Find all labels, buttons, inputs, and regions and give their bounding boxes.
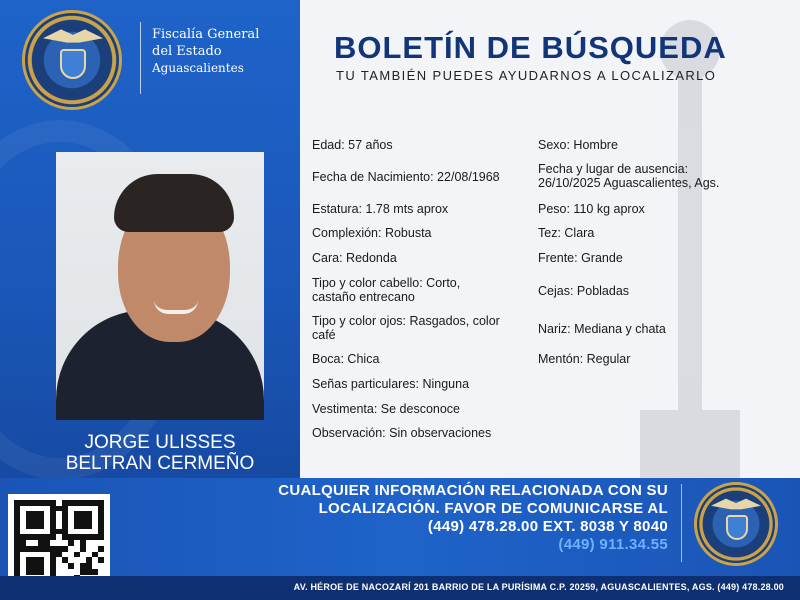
detail-frente: Frente: Grande: [538, 251, 623, 265]
contact-divider: [681, 484, 682, 562]
detail-boca: Boca: Chica: [312, 352, 380, 366]
detail-ausencia-line2: 26/10/2025 Aguascalientes, Ags.: [538, 176, 720, 190]
detail-ausencia-line1: Fecha y lugar de ausencia:: [538, 162, 689, 176]
org-name: [152, 26, 259, 77]
shield-icon: [726, 515, 748, 540]
detail-cara: Cara: Redonda: [312, 251, 397, 265]
contact-info: [228, 482, 668, 554]
detail-edad: Edad: 57 años: [312, 138, 393, 152]
detail-sexo: Sexo: Hombre: [538, 138, 618, 152]
detail-observacion: Observación: Sin observaciones: [312, 426, 492, 440]
detail-vestimenta: Vestimenta: Se desconoce: [312, 402, 461, 416]
contact-line2: LOCALIZACIÓN. FAVOR DE COMUNICARSE AL: [318, 500, 668, 517]
contact-phone-secondary[interactable]: (449) 911.34.55: [558, 536, 668, 553]
detail-cejas: Cejas: Pobladas: [538, 284, 630, 298]
footer: [0, 576, 800, 600]
contact-line1: CUALQUIER INFORMACIÓN RELACIONADA CON SU: [278, 482, 668, 499]
org-name-line2: del Estado: [152, 44, 222, 59]
detail-ojos-line1: Tipo y color ojos: Rasgados, color: [312, 314, 500, 328]
person-name: [30, 432, 290, 474]
fiscalia-seal-logo-small: [694, 482, 778, 566]
page-subtitle: TU TAMBIÉN PUEDES AYUDARNOS A LOCALIZARLO: [336, 68, 717, 83]
detail-fecha-nacimiento: Fecha de Nacimiento: 22/08/1968: [312, 170, 500, 184]
monument-base: [640, 410, 740, 480]
org-name-line3: Aguascalientes: [152, 61, 244, 75]
fiscalia-seal-logo: [22, 10, 122, 110]
eagle-icon: [43, 25, 103, 47]
person-photo: [56, 152, 264, 420]
detail-nariz: Nariz: Mediana y chata: [538, 322, 666, 336]
detail-ojos: [312, 314, 534, 342]
eagle-icon: [711, 495, 761, 513]
contact-phone-primary[interactable]: (449) 478.28.00 EXT. 8038 Y 8040: [427, 518, 668, 535]
detail-ojos-line2: café: [312, 328, 336, 342]
detail-menton: Mentón: Regular: [538, 352, 631, 366]
person-name-line1: JORGE ULISSES: [84, 432, 236, 453]
detail-complexion: Complexión: Robusta: [312, 226, 432, 240]
detail-cabello-line1: Tipo y color cabello: Corto,: [312, 276, 461, 290]
qr-code-pattern: [14, 500, 104, 586]
detail-tez: Tez: Clara: [538, 226, 595, 240]
detail-cabello: [312, 276, 534, 304]
detail-cabello-line2: castaño entrecano: [312, 290, 415, 304]
detail-senas: Señas particulares: Ninguna: [312, 377, 470, 391]
detail-peso: Peso: 110 kg aprox: [538, 202, 645, 216]
photo-hair: [114, 174, 234, 232]
shield-icon: [60, 49, 86, 79]
footer-address: AV. HÉROE DE NACOZARÍ 201 BARRIO DE LA PURÍSIMA C.P. 20259, AGUASCALIENTES, AGS. (449) 478.28.00: [293, 582, 784, 592]
header-divider: [140, 22, 141, 94]
page-title: BOLETÍN DE BÚSQUEDA: [334, 30, 727, 65]
detail-ausencia: [538, 162, 778, 190]
person-name-line2: BELTRAN CERMEÑO: [65, 453, 255, 474]
org-name-line1: Fiscalía General: [152, 27, 260, 42]
detail-estatura: Estatura: 1.78 mts aprox: [312, 202, 449, 216]
